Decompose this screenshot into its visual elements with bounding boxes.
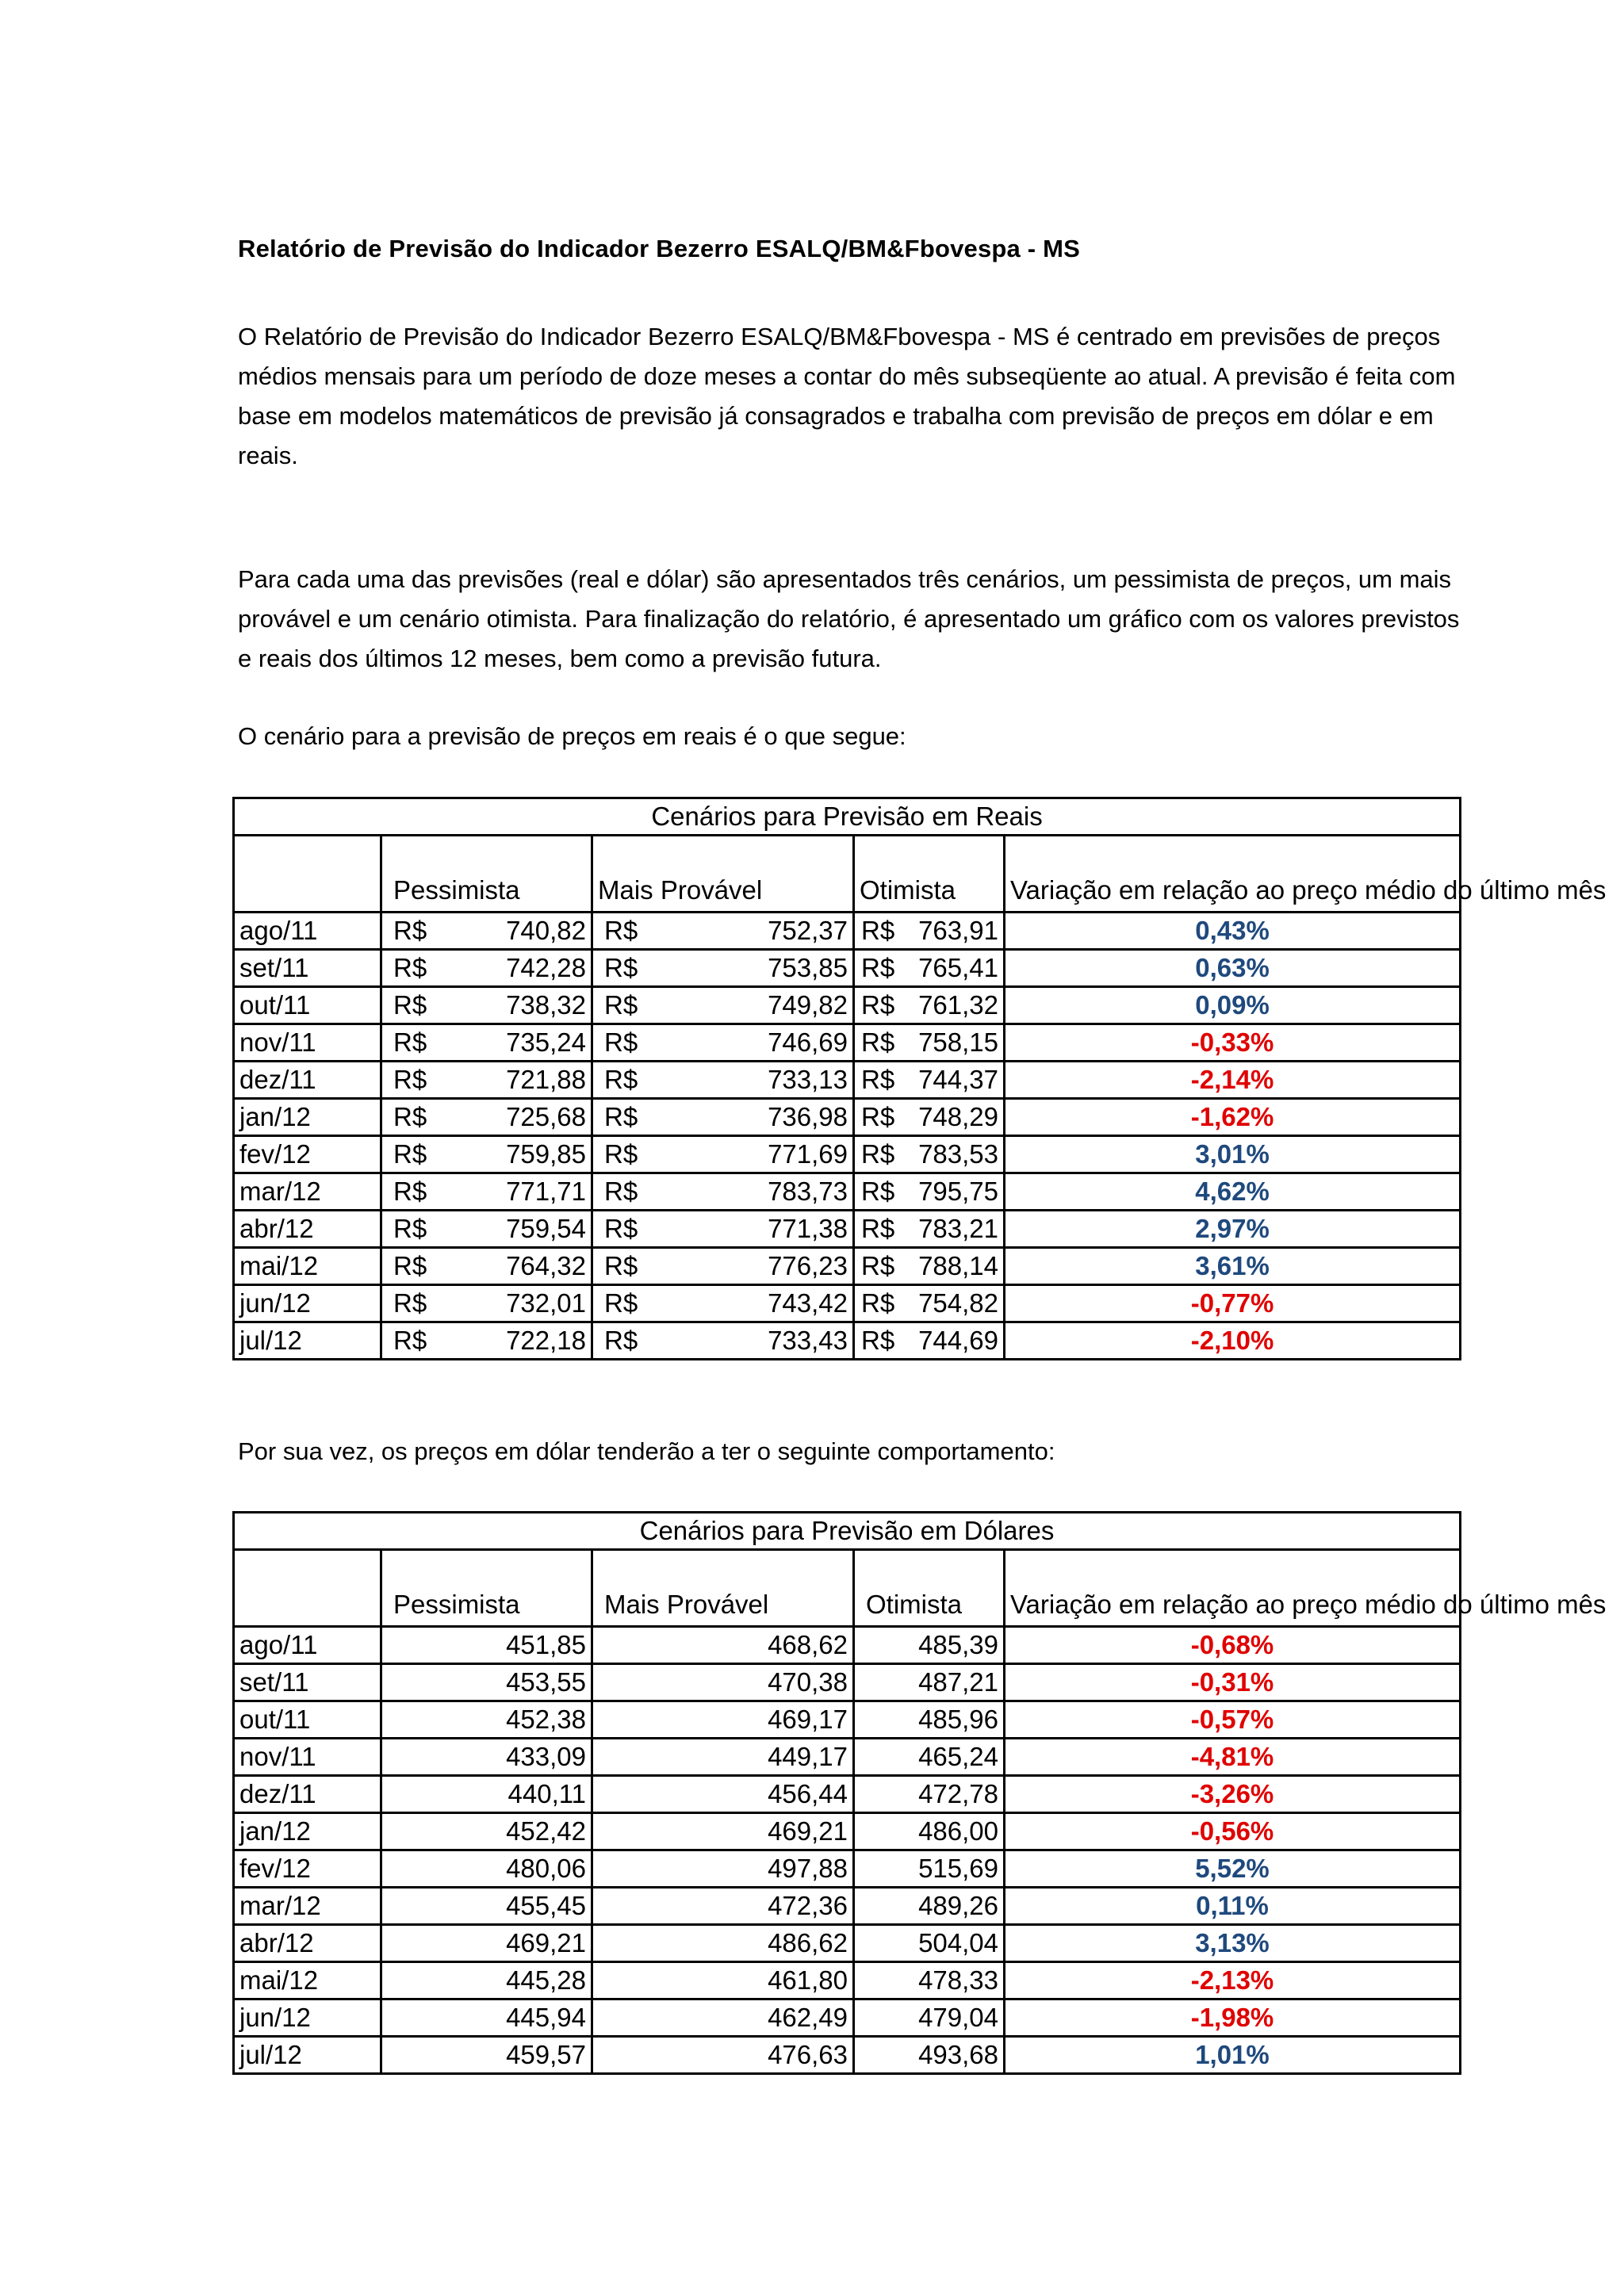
table-row xyxy=(234,1024,1461,1062)
cell-variacao: -1,62% xyxy=(1005,1099,1461,1136)
cell-provavel xyxy=(592,987,854,1024)
currency-symbol: R$ xyxy=(393,1102,427,1131)
cell-value: 758,15 xyxy=(918,1027,998,1057)
currency-symbol: R$ xyxy=(861,1214,895,1243)
cell-otimista: 489,26 xyxy=(854,1888,1005,1925)
cell-value: 753,85 xyxy=(768,953,848,982)
table-row xyxy=(234,1211,1461,1248)
cell-otimista: 515,69 xyxy=(854,1850,1005,1888)
cell-provavel xyxy=(592,950,854,987)
row-month: ago/11 xyxy=(234,913,381,950)
cell-otimista xyxy=(854,1322,1005,1360)
cell-pessimista: 445,94 xyxy=(381,1999,592,2037)
table-row xyxy=(234,1813,1461,1850)
cell-variacao: 4,62% xyxy=(1005,1173,1461,1211)
cell-value: 740,82 xyxy=(506,916,586,945)
table-row xyxy=(234,1248,1461,1285)
cell-otimista: 465,24 xyxy=(854,1739,1005,1776)
cell-variacao: -1,98% xyxy=(1005,1999,1461,2037)
cell-value: 721,88 xyxy=(506,1065,586,1094)
currency-symbol: R$ xyxy=(604,990,638,1020)
table-row xyxy=(234,987,1461,1024)
cell-value: 771,38 xyxy=(768,1214,848,1243)
cell-pessimista xyxy=(381,1136,592,1173)
cell-otimista: 485,96 xyxy=(854,1701,1005,1739)
row-month: out/11 xyxy=(234,987,381,1024)
cell-value: 788,14 xyxy=(918,1251,998,1280)
cell-pessimista xyxy=(381,1285,592,1322)
cell-value: 765,41 xyxy=(918,953,998,982)
cell-otimista xyxy=(854,913,1005,950)
currency-symbol: R$ xyxy=(861,1251,895,1280)
cell-provavel: 476,63 xyxy=(592,2037,854,2074)
table-row xyxy=(234,1285,1461,1322)
currency-symbol: R$ xyxy=(393,990,427,1020)
cell-variacao: -2,14% xyxy=(1005,1062,1461,1099)
table-reais-corner xyxy=(234,836,381,913)
cell-value: 754,82 xyxy=(918,1288,998,1318)
cell-provavel: 462,49 xyxy=(592,1999,854,2037)
cell-pessimista: 469,21 xyxy=(381,1925,592,1962)
table-row xyxy=(234,1999,1461,2037)
table-row xyxy=(234,1664,1461,1701)
cell-provavel: 469,17 xyxy=(592,1701,854,1739)
cell-provavel xyxy=(592,1285,854,1322)
currency-symbol: R$ xyxy=(604,1177,638,1206)
cell-provavel xyxy=(592,1024,854,1062)
currency-symbol: R$ xyxy=(393,916,427,945)
table-row xyxy=(234,1173,1461,1211)
cell-value: 722,18 xyxy=(506,1326,586,1355)
table-reais-header-pessimista: Pessimista xyxy=(381,836,592,913)
table-row xyxy=(234,1099,1461,1136)
currency-symbol: R$ xyxy=(393,1214,427,1243)
table-row xyxy=(234,913,1461,950)
row-month: fev/12 xyxy=(234,1850,381,1888)
cell-provavel xyxy=(592,1322,854,1360)
currency-symbol: R$ xyxy=(604,1326,638,1355)
currency-symbol: R$ xyxy=(393,1326,427,1355)
cell-otimista: 486,00 xyxy=(854,1813,1005,1850)
currency-symbol: R$ xyxy=(393,1027,427,1057)
cell-provavel xyxy=(592,913,854,950)
cell-variacao: -0,33% xyxy=(1005,1024,1461,1062)
cell-value: 733,13 xyxy=(768,1065,848,1094)
table-row xyxy=(234,1136,1461,1173)
cell-value: 748,29 xyxy=(918,1102,998,1131)
currency-symbol: R$ xyxy=(604,916,638,945)
cell-provavel xyxy=(592,1248,854,1285)
cell-pessimista xyxy=(381,1173,592,1211)
cell-pessimista xyxy=(381,1062,592,1099)
cell-pessimista: 440,11 xyxy=(381,1776,592,1813)
table-reais-header-otimista: Otimista xyxy=(854,836,1005,913)
table-row xyxy=(234,1322,1461,1360)
currency-symbol: R$ xyxy=(393,1065,427,1094)
currency-symbol: R$ xyxy=(861,1177,895,1206)
cell-provavel xyxy=(592,1062,854,1099)
table-dolares xyxy=(232,1511,1607,2075)
cell-pessimista: 452,38 xyxy=(381,1701,592,1739)
cell-pessimista xyxy=(381,1024,592,1062)
cell-provavel: 468,62 xyxy=(592,1627,854,1664)
row-month: abr/12 xyxy=(234,1211,381,1248)
cell-value: 744,69 xyxy=(918,1326,998,1355)
cell-provavel xyxy=(592,1099,854,1136)
currency-symbol: R$ xyxy=(393,1139,427,1169)
table-dolares-header-provavel: Mais Provável xyxy=(592,1550,854,1627)
currency-symbol: R$ xyxy=(393,1251,427,1280)
cell-variacao: -3,26% xyxy=(1005,1776,1461,1813)
currency-symbol: R$ xyxy=(604,1288,638,1318)
cell-variacao: 3,01% xyxy=(1005,1136,1461,1173)
cell-otimista xyxy=(854,1173,1005,1211)
row-month: out/11 xyxy=(234,1701,381,1739)
table-row xyxy=(234,1850,1461,1888)
cell-value: 746,69 xyxy=(768,1027,848,1057)
row-month: jun/12 xyxy=(234,1999,381,2037)
cell-variacao: 1,01% xyxy=(1005,2037,1461,2074)
cell-otimista xyxy=(854,1248,1005,1285)
cell-variacao: -0,31% xyxy=(1005,1664,1461,1701)
table-dolares-header-variacao: Variação em relação ao preço médio do último mês xyxy=(1005,1550,1461,1627)
row-month: ago/11 xyxy=(234,1627,381,1664)
cell-provavel: 469,21 xyxy=(592,1813,854,1850)
row-month: jan/12 xyxy=(234,1813,381,1850)
cell-otimista xyxy=(854,1211,1005,1248)
cell-pessimista: 433,09 xyxy=(381,1739,592,1776)
cell-variacao: -0,77% xyxy=(1005,1285,1461,1322)
currency-symbol: R$ xyxy=(604,1139,638,1169)
cell-value: 763,91 xyxy=(918,916,998,945)
cell-variacao: -2,10% xyxy=(1005,1322,1461,1360)
row-month: set/11 xyxy=(234,1664,381,1701)
cell-pessimista xyxy=(381,950,592,987)
currency-symbol: R$ xyxy=(861,1139,895,1169)
currency-symbol: R$ xyxy=(861,1065,895,1094)
cell-value: 761,32 xyxy=(918,990,998,1020)
cell-pessimista: 453,55 xyxy=(381,1664,592,1701)
cell-value: 744,37 xyxy=(918,1065,998,1094)
cell-value: 725,68 xyxy=(506,1102,586,1131)
row-month: dez/11 xyxy=(234,1062,381,1099)
currency-symbol: R$ xyxy=(861,916,895,945)
cell-otimista xyxy=(854,950,1005,987)
cell-otimista: 472,78 xyxy=(854,1776,1005,1813)
table-reais-caption: Cenários para Previsão em Reais xyxy=(234,798,1461,836)
currency-symbol: R$ xyxy=(604,1251,638,1280)
cell-otimista: 479,04 xyxy=(854,1999,1005,2037)
cell-value: 759,85 xyxy=(506,1139,586,1169)
row-month: jul/12 xyxy=(234,2037,381,2074)
cell-otimista: 478,33 xyxy=(854,1962,1005,1999)
cell-pessimista: 451,85 xyxy=(381,1627,592,1664)
table-dolares-caption: Cenários para Previsão em Dólares xyxy=(234,1513,1461,1550)
cell-value: 736,98 xyxy=(768,1102,848,1131)
cell-variacao: -4,81% xyxy=(1005,1739,1461,1776)
cell-pessimista xyxy=(381,1322,592,1360)
cell-provavel: 456,44 xyxy=(592,1776,854,1813)
cell-pessimista xyxy=(381,913,592,950)
currency-symbol: R$ xyxy=(604,1065,638,1094)
table-row xyxy=(234,1962,1461,1999)
cell-otimista: 487,21 xyxy=(854,1664,1005,1701)
cell-variacao: -0,56% xyxy=(1005,1813,1461,1850)
currency-symbol: R$ xyxy=(604,1214,638,1243)
cell-variacao: -0,68% xyxy=(1005,1627,1461,1664)
currency-symbol: R$ xyxy=(861,1102,895,1131)
cell-otimista xyxy=(854,1062,1005,1099)
currency-symbol: R$ xyxy=(861,1288,895,1318)
row-month: mai/12 xyxy=(234,1962,381,1999)
cell-variacao: 0,11% xyxy=(1005,1888,1461,1925)
cell-otimista xyxy=(854,987,1005,1024)
cell-pessimista xyxy=(381,1099,592,1136)
dolares-intro-paragraph: Por sua vez, os preços em dólar tenderão a ter o seguinte comportamento: xyxy=(238,1437,1055,1465)
row-month: jan/12 xyxy=(234,1099,381,1136)
intro-paragraph: O Relatório de Previsão do Indicador Bezerro ESALQ/BM&Fbovespa - MS é centrado em previsões de preços médios mensais para um período de doze meses a contar do mês subseqüente ao atual. A previsão é feita com base em modelos matemáticos de previsão já consagrados e trabalha com previsão de preços em dólar e em reais. xyxy=(238,323,1456,469)
cell-variacao: 0,09% xyxy=(1005,987,1461,1024)
cell-value: 764,32 xyxy=(506,1251,586,1280)
row-month: fev/12 xyxy=(234,1136,381,1173)
cell-provavel xyxy=(592,1136,854,1173)
cell-pessimista xyxy=(381,1211,592,1248)
cell-value: 749,82 xyxy=(768,990,848,1020)
cell-value: 771,71 xyxy=(506,1177,586,1206)
currency-symbol: R$ xyxy=(861,1326,895,1355)
cell-variacao: 0,43% xyxy=(1005,913,1461,950)
table-row xyxy=(234,1062,1461,1099)
cell-value: 783,21 xyxy=(918,1214,998,1243)
cell-pessimista: 480,06 xyxy=(381,1850,592,1888)
cell-otimista xyxy=(854,1136,1005,1173)
row-month: mar/12 xyxy=(234,1888,381,1925)
currency-symbol: R$ xyxy=(604,1102,638,1131)
cell-provavel xyxy=(592,1173,854,1211)
cell-value: 776,23 xyxy=(768,1251,848,1280)
cell-variacao: 3,13% xyxy=(1005,1925,1461,1962)
currency-symbol: R$ xyxy=(604,953,638,982)
row-month: nov/11 xyxy=(234,1739,381,1776)
cell-provavel: 461,80 xyxy=(592,1962,854,1999)
cell-value: 738,32 xyxy=(506,990,586,1020)
cell-otimista: 485,39 xyxy=(854,1627,1005,1664)
currency-symbol: R$ xyxy=(861,1027,895,1057)
cell-value: 752,37 xyxy=(768,916,848,945)
table-row xyxy=(234,950,1461,987)
cell-otimista xyxy=(854,1285,1005,1322)
table-row xyxy=(234,2037,1461,2074)
row-month: mar/12 xyxy=(234,1173,381,1211)
row-month: dez/11 xyxy=(234,1776,381,1813)
table-row xyxy=(234,1739,1461,1776)
cell-value: 771,69 xyxy=(768,1139,848,1169)
currency-symbol: R$ xyxy=(393,1288,427,1318)
scenarios-paragraph: Para cada uma das previsões (real e dólar) são apresentados três cenários, um pessimista de preços, um mais provável e um cenário otimista. Para finalização do relatório, é apresentado um gráfico com os valores previstos e reais dos últimos 12 meses, bem como a previsão futura. xyxy=(238,565,1460,672)
cell-otimista xyxy=(854,1099,1005,1136)
row-month: mai/12 xyxy=(234,1248,381,1285)
cell-pessimista: 452,42 xyxy=(381,1813,592,1850)
table-dolares-corner xyxy=(234,1550,381,1627)
table-dolares-header-pessimista: Pessimista xyxy=(381,1550,592,1627)
table-reais xyxy=(232,797,1607,1360)
cell-provavel: 472,36 xyxy=(592,1888,854,1925)
cell-value: 733,43 xyxy=(768,1326,848,1355)
document-title: Relatório de Previsão do Indicador Bezerro ESALQ/BM&Fbovespa - MS xyxy=(238,235,1081,262)
table-reais-header-provavel: Mais Provável xyxy=(592,836,854,913)
cell-pessimista xyxy=(381,1248,592,1285)
cell-value: 742,28 xyxy=(506,953,586,982)
cell-variacao: 3,61% xyxy=(1005,1248,1461,1285)
cell-provavel: 486,62 xyxy=(592,1925,854,1962)
currency-symbol: R$ xyxy=(393,953,427,982)
cell-pessimista: 455,45 xyxy=(381,1888,592,1925)
cell-provavel: 449,17 xyxy=(592,1739,854,1776)
currency-symbol: R$ xyxy=(604,1027,638,1057)
currency-symbol: R$ xyxy=(393,1177,427,1206)
currency-symbol: R$ xyxy=(861,953,895,982)
row-month: nov/11 xyxy=(234,1024,381,1062)
cell-provavel: 470,38 xyxy=(592,1664,854,1701)
table-row xyxy=(234,1627,1461,1664)
currency-symbol: R$ xyxy=(861,990,895,1020)
row-month: set/11 xyxy=(234,950,381,987)
cell-provavel xyxy=(592,1211,854,1248)
cell-otimista: 504,04 xyxy=(854,1925,1005,1962)
cell-otimista: 493,68 xyxy=(854,2037,1005,2074)
cell-variacao: 2,97% xyxy=(1005,1211,1461,1248)
cell-value: 735,24 xyxy=(506,1027,586,1057)
table-row xyxy=(234,1776,1461,1813)
cell-value: 732,01 xyxy=(506,1288,586,1318)
row-month: abr/12 xyxy=(234,1925,381,1962)
cell-pessimista: 445,28 xyxy=(381,1962,592,1999)
reais-intro-paragraph: O cenário para a previsão de preços em reais é o que segue: xyxy=(238,722,906,750)
table-row xyxy=(234,1701,1461,1739)
row-month: jul/12 xyxy=(234,1322,381,1360)
cell-variacao: -2,13% xyxy=(1005,1962,1461,1999)
cell-variacao: 5,52% xyxy=(1005,1850,1461,1888)
cell-value: 783,73 xyxy=(768,1177,848,1206)
cell-value: 795,75 xyxy=(918,1177,998,1206)
cell-pessimista xyxy=(381,987,592,1024)
cell-provavel: 497,88 xyxy=(592,1850,854,1888)
cell-variacao: -0,57% xyxy=(1005,1701,1461,1739)
cell-value: 743,42 xyxy=(768,1288,848,1318)
cell-otimista xyxy=(854,1024,1005,1062)
cell-pessimista: 459,57 xyxy=(381,2037,592,2074)
row-month: jun/12 xyxy=(234,1285,381,1322)
table-reais-header-variacao: Variação em relação ao preço médio do último mês xyxy=(1005,836,1461,913)
table-row xyxy=(234,1925,1461,1962)
table-row xyxy=(234,1888,1461,1925)
table-dolares-header-otimista: Otimista xyxy=(854,1550,1005,1627)
cell-variacao: 0,63% xyxy=(1005,950,1461,987)
cell-value: 783,53 xyxy=(918,1139,998,1169)
cell-value: 759,54 xyxy=(506,1214,586,1243)
